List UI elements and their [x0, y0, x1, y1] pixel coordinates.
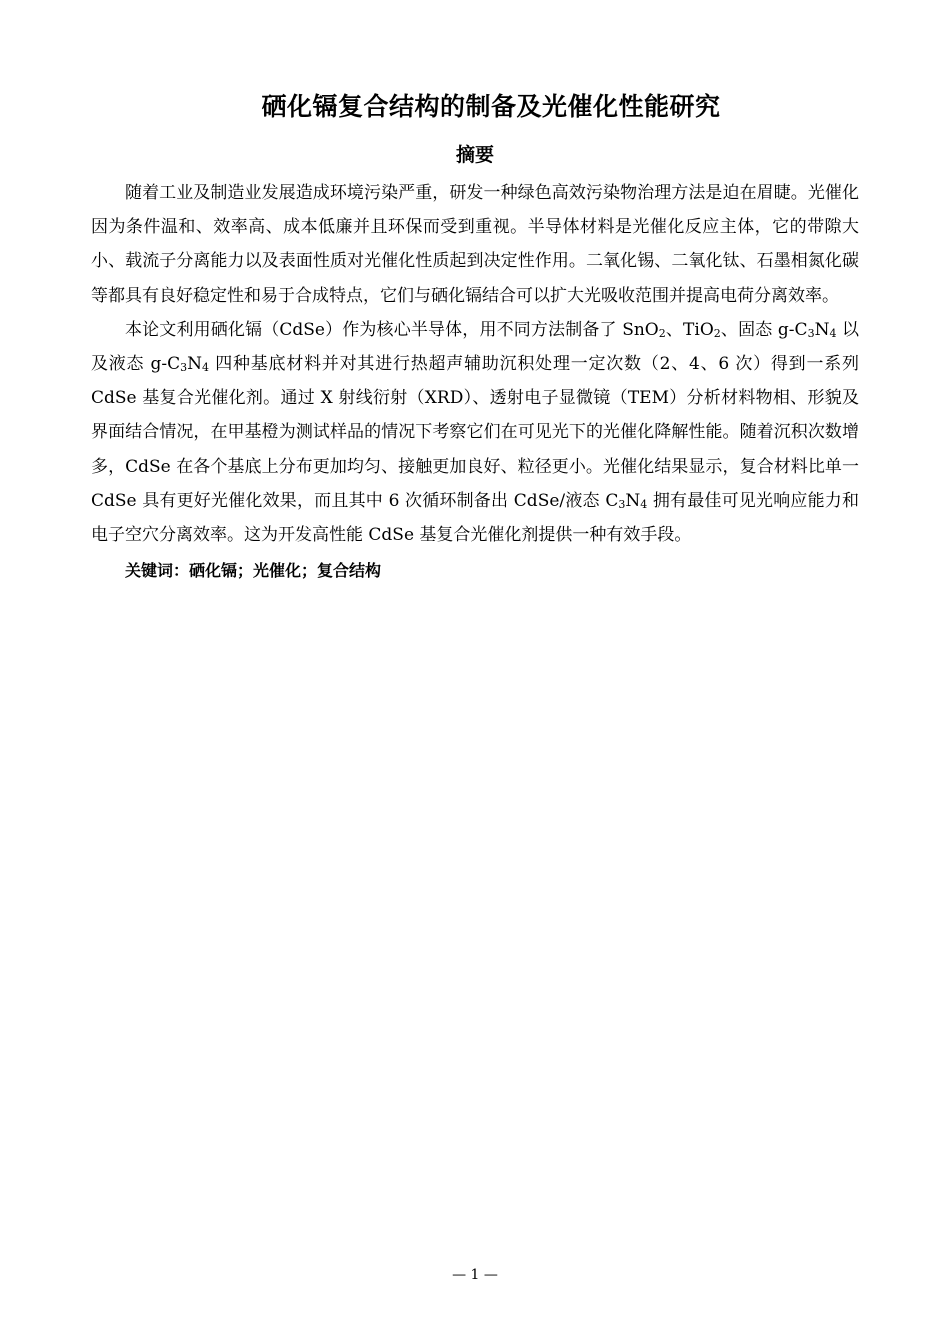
- keywords-line: 关键词：硒化镉；光催化；复合结构: [125, 561, 382, 581]
- page-number: — 1 —: [452, 1267, 498, 1283]
- abstract-body: [91, 176, 859, 586]
- document-title: 硒化镉复合结构的制备及光催化性能研究: [261, 92, 721, 121]
- abstract-paragraph-2: 本论文利用硒化镉（CdSe）作为核心半导体，用不同方法制备了 SnO$_2$、TiO$_2$、固态 $g-C_3N_4$ 以及液态 $g-C_3N_4$ 四种基底材料并对其进行热超声辅助沉积处理一定次数（2、4、6 次）得到一系列 CdSe 基复合光催化剂。通过 X 射线衍射（XRD）、透射电子显微镜（TEM）分析材料物相、形貌及界面结合情况，在甲基橙为测试样品的情况下考察它们在可见光下的光催化降解性能。随着沉积次数增多，CdSe 在各个基底上分布更加均匀、接触更加良好、粒径更小。光催化结果显示，复合材料比单一 CdSe 具有更好光催化效果，而且其中 6 次循环制备出 CdSe/液态 $C_3N_4$ 拥有最佳可见光响应能力和电子空穴分离效率。这为开发高性能 CdSe 基复合光催化剂提供一种有效手段。: [91, 319, 860, 546]
- abstract-heading: 摘要: [455, 144, 494, 166]
- abstract-paragraph-1: 随着工业及制造业发展造成环境污染严重，研发一种绿色高效污染物治理方法是迫在眉睫。光催化因为条件温和、效率高、成本低廉并且环保而受到重视。半导体材料是光催化反应主体，它的带隙大小、载流子分离能力以及表面性质对光催化性质起到决定性作用。二氧化锡、二氧化钛、石墨相氮化碳等都具有良好稳定性和易于合成特点，它们与硒化镉结合可以扩大光吸收范围并提高电荷分离效率。: [91, 183, 859, 306]
